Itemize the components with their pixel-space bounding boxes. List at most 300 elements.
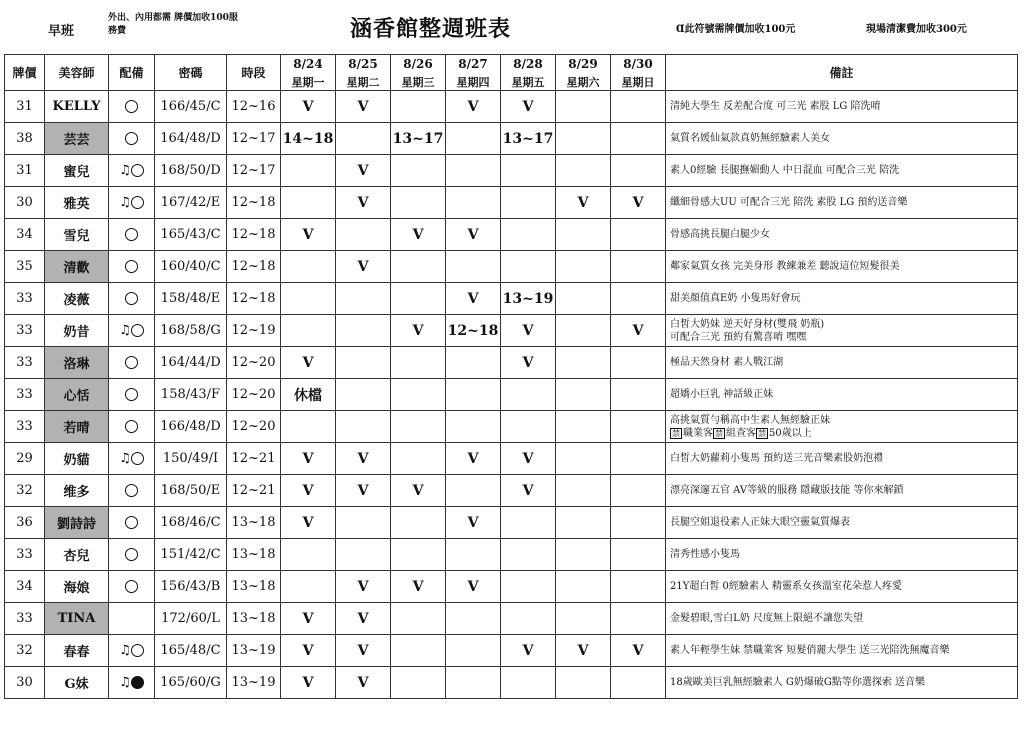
col-header-time: 時段	[227, 55, 281, 91]
schedule-cell	[611, 219, 666, 251]
schedule-cell	[501, 507, 556, 539]
remark-cell: 超嬌小巨乳 神話級正妹	[666, 379, 1018, 411]
time-slot-cell: 12~19	[227, 315, 281, 347]
circle-icon	[131, 644, 144, 657]
remark-cell: 漂亮深邃五官 AV等級的服務 隱藏版技能 等你來解鎖	[666, 475, 1018, 507]
schedule-cell: V	[611, 187, 666, 219]
schedule-cell	[556, 539, 611, 571]
stylist-name: 清歡	[45, 251, 109, 283]
time-slot-cell: 13~18	[227, 539, 281, 571]
schedule-cell: V	[391, 219, 446, 251]
table-row	[5, 571, 1018, 603]
time-slot-cell: 13~18	[227, 507, 281, 539]
schedule-cell	[556, 667, 611, 699]
circle-icon	[125, 100, 138, 113]
stylist-name: 芸芸	[45, 123, 109, 155]
schedule-cell: V	[336, 187, 391, 219]
schedule-cell	[556, 411, 611, 443]
table-row	[5, 155, 1018, 187]
schedule-cell	[336, 539, 391, 571]
schedule-cell	[446, 411, 501, 443]
schedule-cell: V	[556, 635, 611, 667]
remark-cell: 長腿空姐退役素人正妹大眼空靈氣質爆表	[666, 507, 1018, 539]
col-header-code: 密碼	[155, 55, 227, 91]
schedule-cell: V	[446, 219, 501, 251]
circle-icon	[125, 228, 138, 241]
schedule-cell: V	[336, 667, 391, 699]
schedule-cell: V	[446, 507, 501, 539]
schedule-cell: V	[611, 635, 666, 667]
schedule-cell	[556, 475, 611, 507]
time-slot-cell: 13~18	[227, 603, 281, 635]
schedule-cell	[446, 187, 501, 219]
remark-cell: 極品天然身材 素人戰江湖	[666, 347, 1018, 379]
schedule-cell	[556, 123, 611, 155]
music-note-icon: ♫	[119, 451, 131, 466]
code-cell: 151/42/C	[155, 539, 227, 571]
schedule-cell	[281, 539, 336, 571]
schedule-cell	[556, 507, 611, 539]
schedule-cell	[501, 187, 556, 219]
col-header-weekday: 星期五	[501, 73, 556, 91]
remark-cell: 18歲歐美巨乳無經驗素人 G奶爆破G點等你選探索 送音樂	[666, 667, 1018, 699]
ban-tag: 禁	[715, 428, 723, 438]
schedule-cell: V	[501, 315, 556, 347]
stylist-name: 洛琳	[45, 347, 109, 379]
schedule-cell: V	[281, 219, 336, 251]
circle-icon	[131, 324, 144, 337]
table-row	[5, 667, 1018, 699]
time-slot-cell: 12~18	[227, 251, 281, 283]
stylist-name: 雅英	[45, 187, 109, 219]
circle-icon	[125, 388, 138, 401]
code-cell: 164/44/D	[155, 347, 227, 379]
stylist-name: G妹	[45, 667, 109, 699]
time-slot-cell: 13~18	[227, 571, 281, 603]
schedule-cell: V	[501, 635, 556, 667]
schedule-cell: V	[281, 603, 336, 635]
filled-circle-icon	[131, 676, 144, 689]
remark-cell: 白皙大奶蘿莉小隻馬 預約送三光音樂素股奶泡禮	[666, 443, 1018, 475]
schedule-cell	[501, 539, 556, 571]
schedule-cell: 14~18	[281, 123, 336, 155]
stylist-name: 蜜兒	[45, 155, 109, 187]
table-row	[5, 187, 1018, 219]
schedule-cell: V	[336, 635, 391, 667]
remark-cell: 骨感高挑長腿白腿少女	[666, 219, 1018, 251]
schedule-cell	[336, 347, 391, 379]
time-slot-cell: 13~19	[227, 667, 281, 699]
equipment-cell	[109, 667, 155, 699]
schedule-cell	[611, 283, 666, 315]
code-cell: 168/50/E	[155, 475, 227, 507]
circle-icon	[125, 580, 138, 593]
schedule-cell	[391, 347, 446, 379]
schedule-cell	[446, 603, 501, 635]
symbol-surcharge-note: Ɑ此符號需牌價加收100元	[676, 24, 796, 35]
schedule-cell: 12~18	[446, 315, 501, 347]
equipment-cell	[109, 635, 155, 667]
time-slot-cell: 12~18	[227, 219, 281, 251]
schedule-cell	[281, 315, 336, 347]
col-header-weekday: 星期二	[336, 73, 391, 91]
table-row	[5, 251, 1018, 283]
stylist-name: 春春	[45, 635, 109, 667]
schedule-cell	[336, 379, 391, 411]
remark-cell: 素人0經驗 長腿撫媚動人 中日混血 可配合三光 陪洗	[666, 155, 1018, 187]
price-cell: 31	[5, 155, 45, 187]
schedule-cell: V	[281, 507, 336, 539]
schedule-cell	[391, 251, 446, 283]
schedule-cell	[391, 507, 446, 539]
schedule-cell: V	[446, 443, 501, 475]
schedule-cell	[336, 219, 391, 251]
schedule-cell: V	[281, 443, 336, 475]
col-header-weekday: 星期三	[391, 73, 446, 91]
circle-icon	[131, 452, 144, 465]
stylist-name: 海娘	[45, 571, 109, 603]
table-row	[5, 347, 1018, 379]
time-slot-cell: 12~21	[227, 443, 281, 475]
code-cell: 160/40/C	[155, 251, 227, 283]
circle-icon	[125, 420, 138, 433]
code-cell: 150/49/I	[155, 443, 227, 475]
equipment-cell	[109, 219, 155, 251]
stylist-name: 奶昔	[45, 315, 109, 347]
schedule-cell	[446, 539, 501, 571]
schedule-cell	[391, 283, 446, 315]
circle-icon	[125, 548, 138, 561]
schedule-cell	[501, 603, 556, 635]
schedule-cell	[446, 251, 501, 283]
schedule-cell	[336, 315, 391, 347]
price-cell: 35	[5, 251, 45, 283]
equipment-cell	[109, 347, 155, 379]
schedule-cell	[611, 379, 666, 411]
remark-cell: 清純大學生 反差配合度 可三光 素股 LG 陪洗唷	[666, 91, 1018, 123]
schedule-cell	[611, 251, 666, 283]
remark-cell: 素人年輕學生妹 禁職業客 短髮俏麗大學生 送三光陪洗無魔音樂	[666, 635, 1018, 667]
price-cell: 33	[5, 411, 45, 443]
cleaning-fee-note: 現場清潔費加收300元	[866, 24, 967, 35]
page-title: 涵香館整週班表	[350, 16, 512, 42]
service-fee-note: 外出、內用都需 牌價加收100服務費	[108, 13, 238, 36]
schedule-cell: V	[281, 667, 336, 699]
table-row	[5, 91, 1018, 123]
stylist-name: 维多	[45, 475, 109, 507]
time-slot-cell: 12~18	[227, 187, 281, 219]
music-note-icon: ♫	[119, 195, 131, 210]
code-cell: 168/58/G	[155, 315, 227, 347]
schedule-cell	[611, 539, 666, 571]
time-slot-cell: 12~21	[227, 475, 281, 507]
schedule-cell	[446, 155, 501, 187]
music-note-icon: ♫	[119, 163, 131, 178]
schedule-cell: V	[446, 283, 501, 315]
schedule-cell	[336, 411, 391, 443]
table-row	[5, 443, 1018, 475]
schedule-cell: V	[336, 155, 391, 187]
equipment-cell	[109, 283, 155, 315]
schedule-cell	[336, 507, 391, 539]
schedule-cell	[556, 603, 611, 635]
circle-icon	[125, 132, 138, 145]
schedule-cell	[281, 411, 336, 443]
schedule-cell: 休檔	[281, 379, 336, 411]
price-cell: 36	[5, 507, 45, 539]
remark-cell: 清秀性感小隻馬	[666, 539, 1018, 571]
code-cell: 156/43/B	[155, 571, 227, 603]
schedule-cell	[446, 123, 501, 155]
circle-icon	[125, 292, 138, 305]
stylist-name: 若晴	[45, 411, 109, 443]
schedule-cell	[336, 283, 391, 315]
schedule-cell	[556, 443, 611, 475]
schedule-cell	[501, 667, 556, 699]
price-cell: 32	[5, 475, 45, 507]
schedule-cell	[556, 283, 611, 315]
stylist-name: 奶貓	[45, 443, 109, 475]
schedule-cell: V	[281, 475, 336, 507]
schedule-cell	[611, 667, 666, 699]
schedule-cell	[281, 155, 336, 187]
schedule-table	[4, 54, 1018, 699]
stylist-name: 劉詩詩	[45, 507, 109, 539]
schedule-cell	[446, 475, 501, 507]
schedule-cell	[281, 571, 336, 603]
equipment-cell	[109, 443, 155, 475]
schedule-cell	[501, 251, 556, 283]
code-cell: 166/45/C	[155, 91, 227, 123]
col-header-remark: 備註	[666, 55, 1018, 91]
code-cell: 158/43/F	[155, 379, 227, 411]
time-slot-cell: 12~17	[227, 123, 281, 155]
code-cell: 164/48/D	[155, 123, 227, 155]
time-slot-cell: 12~18	[227, 283, 281, 315]
time-slot-cell: 13~19	[227, 635, 281, 667]
col-header-date: 8/24	[281, 55, 336, 74]
col-header-date: 8/25	[336, 55, 391, 74]
schedule-cell	[446, 379, 501, 411]
ban-tag: 禁	[758, 428, 766, 438]
code-cell: 166/48/D	[155, 411, 227, 443]
price-cell: 33	[5, 283, 45, 315]
schedule-body	[5, 91, 1018, 699]
schedule-cell	[281, 187, 336, 219]
col-header-weekday: 星期一	[281, 73, 336, 91]
equipment-cell	[109, 603, 155, 635]
schedule-cell	[281, 251, 336, 283]
table-row	[5, 635, 1018, 667]
schedule-cell: V	[391, 571, 446, 603]
schedule-cell	[556, 379, 611, 411]
ban-tag: 禁	[672, 428, 680, 438]
schedule-cell: 13~19	[501, 283, 556, 315]
page-header	[0, 0, 1024, 54]
circle-icon	[125, 356, 138, 369]
code-cell: 168/46/C	[155, 507, 227, 539]
schedule-cell: V	[446, 91, 501, 123]
code-cell: 165/43/C	[155, 219, 227, 251]
schedule-cell: V	[501, 347, 556, 379]
circle-icon	[125, 516, 138, 529]
col-header-date: 8/27	[446, 55, 501, 74]
schedule-cell	[556, 315, 611, 347]
equipment-cell	[109, 123, 155, 155]
schedule-cell	[501, 219, 556, 251]
time-slot-cell: 12~20	[227, 411, 281, 443]
stylist-name: 凌薇	[45, 283, 109, 315]
equipment-cell	[109, 539, 155, 571]
price-cell: 34	[5, 571, 45, 603]
price-cell: 33	[5, 347, 45, 379]
equipment-cell	[109, 187, 155, 219]
schedule-cell	[611, 91, 666, 123]
code-cell: 165/48/C	[155, 635, 227, 667]
price-cell: 30	[5, 667, 45, 699]
schedule-cell: V	[281, 635, 336, 667]
circle-icon	[131, 196, 144, 209]
table-row	[5, 475, 1018, 507]
code-cell: 168/50/D	[155, 155, 227, 187]
schedule-cell: V	[336, 603, 391, 635]
price-cell: 31	[5, 91, 45, 123]
schedule-cell	[611, 571, 666, 603]
schedule-cell	[556, 571, 611, 603]
time-slot-cell: 12~17	[227, 155, 281, 187]
circle-icon	[131, 164, 144, 177]
equipment-cell	[109, 155, 155, 187]
schedule-cell: V	[336, 251, 391, 283]
table-row	[5, 315, 1018, 347]
schedule-cell	[611, 411, 666, 443]
schedule-cell: V	[501, 475, 556, 507]
schedule-cell: V	[391, 475, 446, 507]
schedule-cell	[391, 91, 446, 123]
price-cell: 33	[5, 315, 45, 347]
schedule-cell	[556, 91, 611, 123]
schedule-cell: V	[446, 571, 501, 603]
time-slot-cell: 12~16	[227, 91, 281, 123]
stylist-name: TINA	[45, 603, 109, 635]
col-header-equip: 配備	[109, 55, 155, 91]
music-note-icon: ♫	[119, 323, 131, 338]
table-row	[5, 507, 1018, 539]
schedule-cell: V	[391, 315, 446, 347]
schedule-cell: 13~17	[501, 123, 556, 155]
price-cell: 33	[5, 379, 45, 411]
schedule-cell	[556, 347, 611, 379]
code-cell: 158/48/E	[155, 283, 227, 315]
remark-cell: 纖細骨感大UU 可配合三光 陪洗 素股 LG 預約送音樂	[666, 187, 1018, 219]
remark-cell: 氣質名媛仙氣款真奶無經驗素人美女	[666, 123, 1018, 155]
table-row	[5, 603, 1018, 635]
col-header-date: 8/26	[391, 55, 446, 74]
schedule-cell	[391, 635, 446, 667]
equipment-cell	[109, 251, 155, 283]
schedule-cell	[501, 571, 556, 603]
equipment-cell	[109, 571, 155, 603]
schedule-cell	[556, 155, 611, 187]
schedule-cell: V	[281, 91, 336, 123]
col-header-weekday: 星期六	[556, 73, 611, 91]
equipment-cell	[109, 91, 155, 123]
schedule-cell: V	[501, 91, 556, 123]
stylist-name: 心恬	[45, 379, 109, 411]
remark-cell: 高挑氣質勻稱高中生素人無經驗正妹 禁 職業客 禁 組查客 禁 50歲以上	[666, 411, 1018, 443]
schedule-cell	[281, 283, 336, 315]
shift-label: 早班	[48, 24, 75, 39]
schedule-cell: V	[336, 91, 391, 123]
schedule-cell	[556, 251, 611, 283]
schedule-cell	[611, 475, 666, 507]
price-cell: 33	[5, 603, 45, 635]
stylist-name: 杏兒	[45, 539, 109, 571]
equipment-cell	[109, 411, 155, 443]
schedule-cell	[391, 411, 446, 443]
table-row	[5, 411, 1018, 443]
equipment-cell	[109, 379, 155, 411]
code-cell: 172/60/L	[155, 603, 227, 635]
schedule-cell	[391, 603, 446, 635]
schedule-cell	[391, 379, 446, 411]
table-row	[5, 219, 1018, 251]
table-row	[5, 123, 1018, 155]
schedule-cell: V	[336, 443, 391, 475]
code-cell: 165/60/G	[155, 667, 227, 699]
remark-cell: 金髮碧眼,雪白L奶 尺度無上限絕不讓您失望	[666, 603, 1018, 635]
price-cell: 34	[5, 219, 45, 251]
schedule-cell	[446, 667, 501, 699]
circle-icon	[125, 484, 138, 497]
schedule-cell	[391, 539, 446, 571]
table-row	[5, 539, 1018, 571]
schedule-cell	[446, 347, 501, 379]
schedule-cell	[556, 219, 611, 251]
schedule-cell	[611, 507, 666, 539]
time-slot-cell: 12~20	[227, 347, 281, 379]
stylist-name: KELLY	[45, 91, 109, 123]
schedule-cell: V	[336, 571, 391, 603]
schedule-cell	[611, 443, 666, 475]
equipment-cell	[109, 507, 155, 539]
schedule-cell	[611, 347, 666, 379]
price-cell: 38	[5, 123, 45, 155]
schedule-cell: V	[336, 475, 391, 507]
schedule-cell	[391, 667, 446, 699]
stylist-name: 雪兒	[45, 219, 109, 251]
schedule-cell: 13~17	[391, 123, 446, 155]
col-header-weekday: 星期四	[446, 73, 501, 91]
code-cell: 167/42/E	[155, 187, 227, 219]
schedule-cell	[446, 635, 501, 667]
schedule-cell: V	[281, 347, 336, 379]
schedule-cell	[391, 187, 446, 219]
circle-icon	[125, 260, 138, 273]
schedule-cell	[501, 379, 556, 411]
remark-cell: 甜美顏值真E奶 小隻馬好會玩	[666, 283, 1018, 315]
table-row	[5, 283, 1018, 315]
price-cell: 33	[5, 539, 45, 571]
schedule-cell	[391, 155, 446, 187]
col-header-date: 8/30	[611, 55, 666, 74]
schedule-cell	[611, 123, 666, 155]
remark-cell: 白皙大奶妹 逆天好身材(雙飛 奶瓶) 可配合三光 預約有驚喜唷 嘿嘿	[666, 315, 1018, 347]
schedule-cell	[501, 411, 556, 443]
col-header-price: 牌價	[5, 55, 45, 91]
col-header-name: 美容師	[45, 55, 109, 91]
music-note-icon: ♫	[119, 643, 131, 658]
